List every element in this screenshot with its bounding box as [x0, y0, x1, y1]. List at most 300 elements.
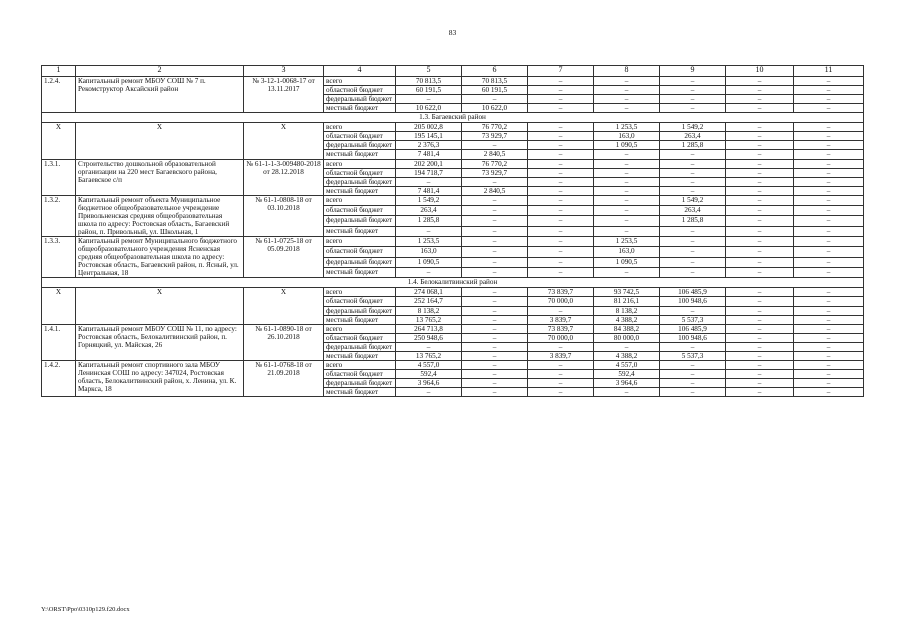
- value-cell: 73 929,7: [462, 132, 528, 141]
- value-cell: –: [726, 247, 794, 257]
- footer-file-path: Y:\ORST\Ppo\0310p129.f20.docx: [41, 606, 130, 613]
- value-cell: 274 068,1: [396, 288, 462, 297]
- value-cell: 10 622,0: [396, 104, 462, 113]
- value-cell: 3 964,6: [594, 379, 660, 388]
- value-cell: –: [660, 369, 726, 378]
- funding-source-label: местный бюджет: [324, 104, 396, 113]
- funding-source-label: местный бюджет: [324, 315, 396, 324]
- value-cell: –: [462, 379, 528, 388]
- value-cell: –: [660, 268, 726, 278]
- value-cell: –: [594, 95, 660, 104]
- value-cell: –: [594, 104, 660, 113]
- header-cell: 5: [396, 66, 462, 77]
- object-name: Капитальный ремонт МБОУ СОШ № 7 п. Рекомструктор Аксайский район: [76, 77, 244, 113]
- value-cell: –: [660, 86, 726, 95]
- value-cell: 592,4: [396, 369, 462, 378]
- value-cell: –: [528, 186, 594, 195]
- value-cell: 70 813,5: [396, 77, 462, 86]
- value-cell: –: [794, 186, 864, 195]
- value-cell: –: [794, 150, 864, 159]
- value-cell: –: [528, 141, 594, 150]
- value-cell: 73 839,7: [528, 324, 594, 333]
- value-cell: –: [726, 150, 794, 159]
- funding-source-label: местный бюджет: [324, 150, 396, 159]
- funding-source-label: областной бюджет: [324, 297, 396, 306]
- value-cell: 106 485,9: [660, 324, 726, 333]
- value-cell: –: [462, 360, 528, 369]
- value-cell: –: [726, 237, 794, 247]
- funding-source-label: федеральный бюджет: [324, 177, 396, 186]
- value-cell: –: [726, 360, 794, 369]
- value-cell: –: [528, 379, 594, 388]
- header-cell: 1: [42, 66, 76, 77]
- value-cell: –: [660, 388, 726, 397]
- item-number: 1.3.1.: [42, 159, 76, 195]
- value-cell: –: [794, 226, 864, 236]
- value-cell: –: [794, 216, 864, 226]
- value-cell: –: [462, 257, 528, 267]
- value-cell: –: [462, 195, 528, 205]
- value-cell: 3 839,7: [528, 351, 594, 360]
- value-cell: –: [528, 150, 594, 159]
- value-cell: –: [594, 195, 660, 205]
- funding-source-label: всего: [324, 195, 396, 205]
- funding-source-label: местный бюджет: [324, 351, 396, 360]
- value-cell: –: [726, 95, 794, 104]
- value-cell: 73 929,7: [462, 168, 528, 177]
- value-cell: 1 090,5: [594, 141, 660, 150]
- value-cell: 100 948,6: [660, 333, 726, 342]
- value-cell: –: [462, 268, 528, 278]
- value-cell: 5 537,3: [660, 351, 726, 360]
- value-cell: –: [660, 226, 726, 236]
- document-ref: № 61-1-0768-18 от 21.09.2018: [244, 360, 324, 396]
- value-cell: –: [794, 351, 864, 360]
- value-cell: 1 090,5: [396, 257, 462, 267]
- value-cell: –: [528, 177, 594, 186]
- item-number: Х: [42, 288, 76, 324]
- value-cell: 263,4: [660, 206, 726, 216]
- value-cell: 73 839,7: [528, 288, 594, 297]
- value-cell: –: [726, 333, 794, 342]
- value-cell: –: [660, 104, 726, 113]
- header-cell: 7: [528, 66, 594, 77]
- value-cell: –: [396, 388, 462, 397]
- value-cell: –: [528, 132, 594, 141]
- value-cell: –: [528, 77, 594, 86]
- value-cell: –: [726, 342, 794, 351]
- value-cell: –: [726, 104, 794, 113]
- value-cell: –: [794, 123, 864, 132]
- document-ref: № 61-1-0890-18 от 26.10.2018: [244, 324, 324, 360]
- value-cell: 592,4: [594, 369, 660, 378]
- value-cell: –: [794, 388, 864, 397]
- value-cell: –: [726, 351, 794, 360]
- table-row: [42, 195, 864, 205]
- value-cell: –: [726, 177, 794, 186]
- value-cell: 1 549,2: [660, 123, 726, 132]
- value-cell: –: [726, 388, 794, 397]
- value-cell: 1 549,2: [660, 195, 726, 205]
- value-cell: –: [462, 369, 528, 378]
- value-cell: –: [726, 324, 794, 333]
- value-cell: –: [726, 379, 794, 388]
- value-cell: 8 138,2: [594, 306, 660, 315]
- header-cell: 9: [660, 66, 726, 77]
- value-cell: –: [462, 351, 528, 360]
- value-cell: –: [660, 306, 726, 315]
- value-cell: –: [794, 306, 864, 315]
- header-cell: 8: [594, 66, 660, 77]
- value-cell: –: [794, 168, 864, 177]
- object-name: Капитальный ремонт спортивного зала МБОУ Ленинская СОШ по адресу: 347024, Ростовская область, Белокалитвинский район, х. Ленина, ул. К. Маркса, 18: [76, 360, 244, 396]
- value-cell: –: [660, 379, 726, 388]
- value-cell: –: [594, 388, 660, 397]
- value-cell: –: [594, 216, 660, 226]
- value-cell: –: [528, 360, 594, 369]
- value-cell: –: [726, 226, 794, 236]
- funding-source-label: всего: [324, 324, 396, 333]
- value-cell: –: [726, 86, 794, 95]
- value-cell: –: [660, 77, 726, 86]
- value-cell: –: [726, 141, 794, 150]
- item-number: 1.4.2.: [42, 360, 76, 396]
- object-name: Х: [76, 123, 244, 159]
- value-cell: –: [594, 86, 660, 95]
- value-cell: 60 191,5: [462, 86, 528, 95]
- value-cell: –: [726, 123, 794, 132]
- funding-source-label: федеральный бюджет: [324, 342, 396, 351]
- value-cell: –: [660, 247, 726, 257]
- value-cell: –: [462, 288, 528, 297]
- value-cell: 4 388,2: [594, 315, 660, 324]
- value-cell: –: [660, 360, 726, 369]
- value-cell: –: [528, 86, 594, 95]
- value-cell: –: [794, 195, 864, 205]
- value-cell: –: [794, 77, 864, 86]
- value-cell: –: [794, 379, 864, 388]
- value-cell: –: [462, 315, 528, 324]
- value-cell: 1 253,5: [396, 237, 462, 247]
- funding-source-label: федеральный бюджет: [324, 257, 396, 267]
- value-cell: –: [794, 237, 864, 247]
- page-number: 83: [448, 28, 457, 37]
- value-cell: –: [726, 257, 794, 267]
- funding-source-label: областной бюджет: [324, 132, 396, 141]
- value-cell: –: [794, 247, 864, 257]
- value-cell: –: [794, 86, 864, 95]
- value-cell: –: [462, 216, 528, 226]
- funding-source-label: областной бюджет: [324, 168, 396, 177]
- funding-source-label: областной бюджет: [324, 333, 396, 342]
- value-cell: –: [660, 257, 726, 267]
- funding-source-label: всего: [324, 159, 396, 168]
- value-cell: 3 964,6: [396, 379, 462, 388]
- value-cell: –: [594, 226, 660, 236]
- value-cell: –: [660, 150, 726, 159]
- value-cell: –: [528, 369, 594, 378]
- value-cell: –: [462, 247, 528, 257]
- value-cell: –: [462, 342, 528, 351]
- value-cell: –: [794, 206, 864, 216]
- value-cell: –: [462, 141, 528, 150]
- value-cell: 76 770,2: [462, 123, 528, 132]
- header-cell: 11: [794, 66, 864, 77]
- value-cell: –: [594, 168, 660, 177]
- value-cell: 7 481,4: [396, 186, 462, 195]
- table-row: [42, 324, 864, 333]
- funding-source-label: областной бюджет: [324, 247, 396, 257]
- funding-source-label: федеральный бюджет: [324, 141, 396, 150]
- value-cell: –: [528, 257, 594, 267]
- value-cell: –: [726, 369, 794, 378]
- value-cell: –: [528, 95, 594, 104]
- value-cell: 1 285,8: [660, 141, 726, 150]
- document-ref: № 61-1-0808-18 от 03.10.2018: [244, 195, 324, 236]
- value-cell: 80 000,0: [594, 333, 660, 342]
- funding-source-label: федеральный бюджет: [324, 379, 396, 388]
- value-cell: –: [528, 247, 594, 257]
- funding-source-label: местный бюджет: [324, 268, 396, 278]
- value-cell: –: [528, 195, 594, 205]
- value-cell: 202 200,1: [396, 159, 462, 168]
- object-name: Строительство дошкольной образовательной организации на 220 мест Багаевского района, Багаевское с/п: [76, 159, 244, 195]
- item-number: 1.4.1.: [42, 324, 76, 360]
- value-cell: –: [660, 177, 726, 186]
- value-cell: 60 191,5: [396, 86, 462, 95]
- item-number: 1.2.4.: [42, 77, 76, 113]
- funding-source-label: областной бюджет: [324, 86, 396, 95]
- value-cell: –: [528, 168, 594, 177]
- value-cell: –: [726, 297, 794, 306]
- value-cell: –: [462, 306, 528, 315]
- value-cell: –: [794, 369, 864, 378]
- value-cell: –: [462, 226, 528, 236]
- value-cell: 13 765,2: [396, 315, 462, 324]
- value-cell: –: [794, 315, 864, 324]
- funding-source-label: местный бюджет: [324, 226, 396, 236]
- value-cell: 7 481,4: [396, 150, 462, 159]
- value-cell: 93 742,5: [594, 288, 660, 297]
- value-cell: –: [660, 168, 726, 177]
- document-ref: № 3-12-1-0068-17 от 13.11.2017: [244, 77, 324, 113]
- value-cell: 4 557,0: [594, 360, 660, 369]
- section-row: [42, 113, 864, 123]
- value-cell: –: [660, 342, 726, 351]
- value-cell: –: [594, 177, 660, 186]
- section-title: 1.3. Багаевский район: [42, 113, 864, 123]
- value-cell: –: [462, 388, 528, 397]
- header-cell: 10: [726, 66, 794, 77]
- value-cell: –: [794, 342, 864, 351]
- value-cell: –: [528, 306, 594, 315]
- value-cell: 106 485,9: [660, 288, 726, 297]
- header-cell: 6: [462, 66, 528, 77]
- value-cell: 2 840,5: [462, 150, 528, 159]
- header-cell: 4: [324, 66, 396, 77]
- object-name: Капитальный ремонт МБОУ СОШ № 11, по адресу: Ростовская область, Белокалитвинский район, п. Горняцкий, ул. Майская, 26: [76, 324, 244, 360]
- document-ref: Х: [244, 123, 324, 159]
- funding-source-label: всего: [324, 288, 396, 297]
- value-cell: –: [726, 159, 794, 168]
- value-cell: –: [726, 186, 794, 195]
- table-row: [42, 237, 864, 247]
- document-ref: № 61-1-1-3-009480-2018 от 28.12.2018: [244, 159, 324, 195]
- document-ref: Х: [244, 288, 324, 324]
- value-cell: –: [794, 360, 864, 369]
- value-cell: –: [528, 216, 594, 226]
- funding-source-label: местный бюджет: [324, 388, 396, 397]
- value-cell: 205 002,8: [396, 123, 462, 132]
- value-cell: –: [462, 177, 528, 186]
- value-cell: –: [726, 306, 794, 315]
- document-ref: № 61-1-0725-18 от 05.09.2018: [244, 237, 324, 278]
- value-cell: –: [594, 186, 660, 195]
- value-cell: –: [396, 268, 462, 278]
- header-row: [42, 66, 864, 77]
- value-cell: 5 537,3: [660, 315, 726, 324]
- value-cell: –: [726, 195, 794, 205]
- value-cell: 13 765,2: [396, 351, 462, 360]
- value-cell: 1 285,8: [660, 216, 726, 226]
- item-number: 1.3.3.: [42, 237, 76, 278]
- value-cell: 4 557,0: [396, 360, 462, 369]
- object-name: Х: [76, 288, 244, 324]
- value-cell: –: [794, 95, 864, 104]
- value-cell: –: [726, 77, 794, 86]
- value-cell: –: [462, 324, 528, 333]
- value-cell: 76 770,2: [462, 159, 528, 168]
- value-cell: –: [794, 297, 864, 306]
- value-cell: 195 145,1: [396, 132, 462, 141]
- value-cell: –: [726, 216, 794, 226]
- value-cell: 2 840,5: [462, 186, 528, 195]
- value-cell: –: [528, 123, 594, 132]
- value-cell: –: [528, 237, 594, 247]
- value-cell: 250 948,6: [396, 333, 462, 342]
- value-cell: 1 549,2: [396, 195, 462, 205]
- budget-table: [41, 65, 864, 397]
- value-cell: –: [462, 333, 528, 342]
- value-cell: –: [726, 132, 794, 141]
- value-cell: –: [660, 95, 726, 104]
- funding-source-label: местный бюджет: [324, 186, 396, 195]
- value-cell: 263,4: [396, 206, 462, 216]
- value-cell: –: [528, 388, 594, 397]
- funding-source-label: федеральный бюджет: [324, 306, 396, 315]
- value-cell: 70 000,0: [528, 297, 594, 306]
- value-cell: 100 948,6: [660, 297, 726, 306]
- header-cell: 2: [76, 66, 244, 77]
- value-cell: –: [794, 333, 864, 342]
- funding-source-label: всего: [324, 237, 396, 247]
- table-row: [42, 123, 864, 132]
- value-cell: 81 216,1: [594, 297, 660, 306]
- value-cell: –: [528, 104, 594, 113]
- funding-source-label: областной бюджет: [324, 369, 396, 378]
- value-cell: 4 388,2: [594, 351, 660, 360]
- value-cell: 2 376,3: [396, 141, 462, 150]
- value-cell: 1 285,8: [396, 216, 462, 226]
- value-cell: –: [794, 324, 864, 333]
- object-name: Капитальный ремонт Муниципального бюджетного общеобразовательного учреждения Ясненская средняя общеобразовательная школа по адресу: Ростовская область, Багаевский район, п. Ясный, ул. Центральная, 18: [76, 237, 244, 278]
- value-cell: 194 718,7: [396, 168, 462, 177]
- funding-source-label: всего: [324, 123, 396, 132]
- section-row: [42, 278, 864, 288]
- value-cell: –: [726, 206, 794, 216]
- value-cell: –: [396, 342, 462, 351]
- header-cell: 3: [244, 66, 324, 77]
- funding-source-label: федеральный бюджет: [324, 216, 396, 226]
- table-row: [42, 77, 864, 86]
- value-cell: –: [794, 159, 864, 168]
- value-cell: –: [528, 206, 594, 216]
- table-row: [42, 159, 864, 168]
- item-number: Х: [42, 123, 76, 159]
- value-cell: –: [794, 141, 864, 150]
- value-cell: 163,0: [594, 247, 660, 257]
- value-cell: –: [462, 95, 528, 104]
- value-cell: 70 813,5: [462, 77, 528, 86]
- value-cell: –: [594, 159, 660, 168]
- value-cell: –: [794, 132, 864, 141]
- value-cell: –: [594, 342, 660, 351]
- value-cell: –: [528, 268, 594, 278]
- value-cell: –: [396, 95, 462, 104]
- table-row: [42, 288, 864, 297]
- value-cell: 263,4: [660, 132, 726, 141]
- value-cell: –: [726, 315, 794, 324]
- value-cell: 3 839,7: [528, 315, 594, 324]
- value-cell: –: [794, 257, 864, 267]
- value-cell: 252 164,7: [396, 297, 462, 306]
- value-cell: 70 000,0: [528, 333, 594, 342]
- value-cell: –: [794, 288, 864, 297]
- value-cell: –: [660, 237, 726, 247]
- value-cell: –: [462, 297, 528, 306]
- section-title: 1.4. Белокалитвинский район: [42, 278, 864, 288]
- value-cell: –: [462, 206, 528, 216]
- item-number: 1.3.2.: [42, 195, 76, 236]
- value-cell: –: [726, 168, 794, 177]
- value-cell: 1 090,5: [594, 257, 660, 267]
- value-cell: –: [528, 226, 594, 236]
- value-cell: –: [594, 150, 660, 159]
- value-cell: –: [594, 206, 660, 216]
- funding-source-label: всего: [324, 360, 396, 369]
- value-cell: 8 138,2: [396, 306, 462, 315]
- value-cell: –: [794, 268, 864, 278]
- value-cell: –: [528, 342, 594, 351]
- value-cell: 1 253,5: [594, 123, 660, 132]
- object-name: Капитальный ремонт объекта Муниципальное бюджетное общеобразовательное учреждение Привольненская средняя общеобразовательная школа по адресу: Ростовская область, Багаевский район, п. Привольный, ул. Школьная, 1: [76, 195, 244, 236]
- value-cell: –: [528, 159, 594, 168]
- value-cell: 264 713,8: [396, 324, 462, 333]
- table-row: [42, 360, 864, 369]
- funding-source-label: федеральный бюджет: [324, 95, 396, 104]
- funding-source-label: всего: [324, 77, 396, 86]
- value-cell: –: [726, 268, 794, 278]
- value-cell: 163,0: [396, 247, 462, 257]
- value-cell: 1 253,5: [594, 237, 660, 247]
- value-cell: –: [794, 104, 864, 113]
- value-cell: –: [660, 159, 726, 168]
- value-cell: –: [396, 226, 462, 236]
- value-cell: 10 622,0: [462, 104, 528, 113]
- funding-source-label: областной бюджет: [324, 206, 396, 216]
- value-cell: –: [726, 288, 794, 297]
- value-cell: –: [594, 77, 660, 86]
